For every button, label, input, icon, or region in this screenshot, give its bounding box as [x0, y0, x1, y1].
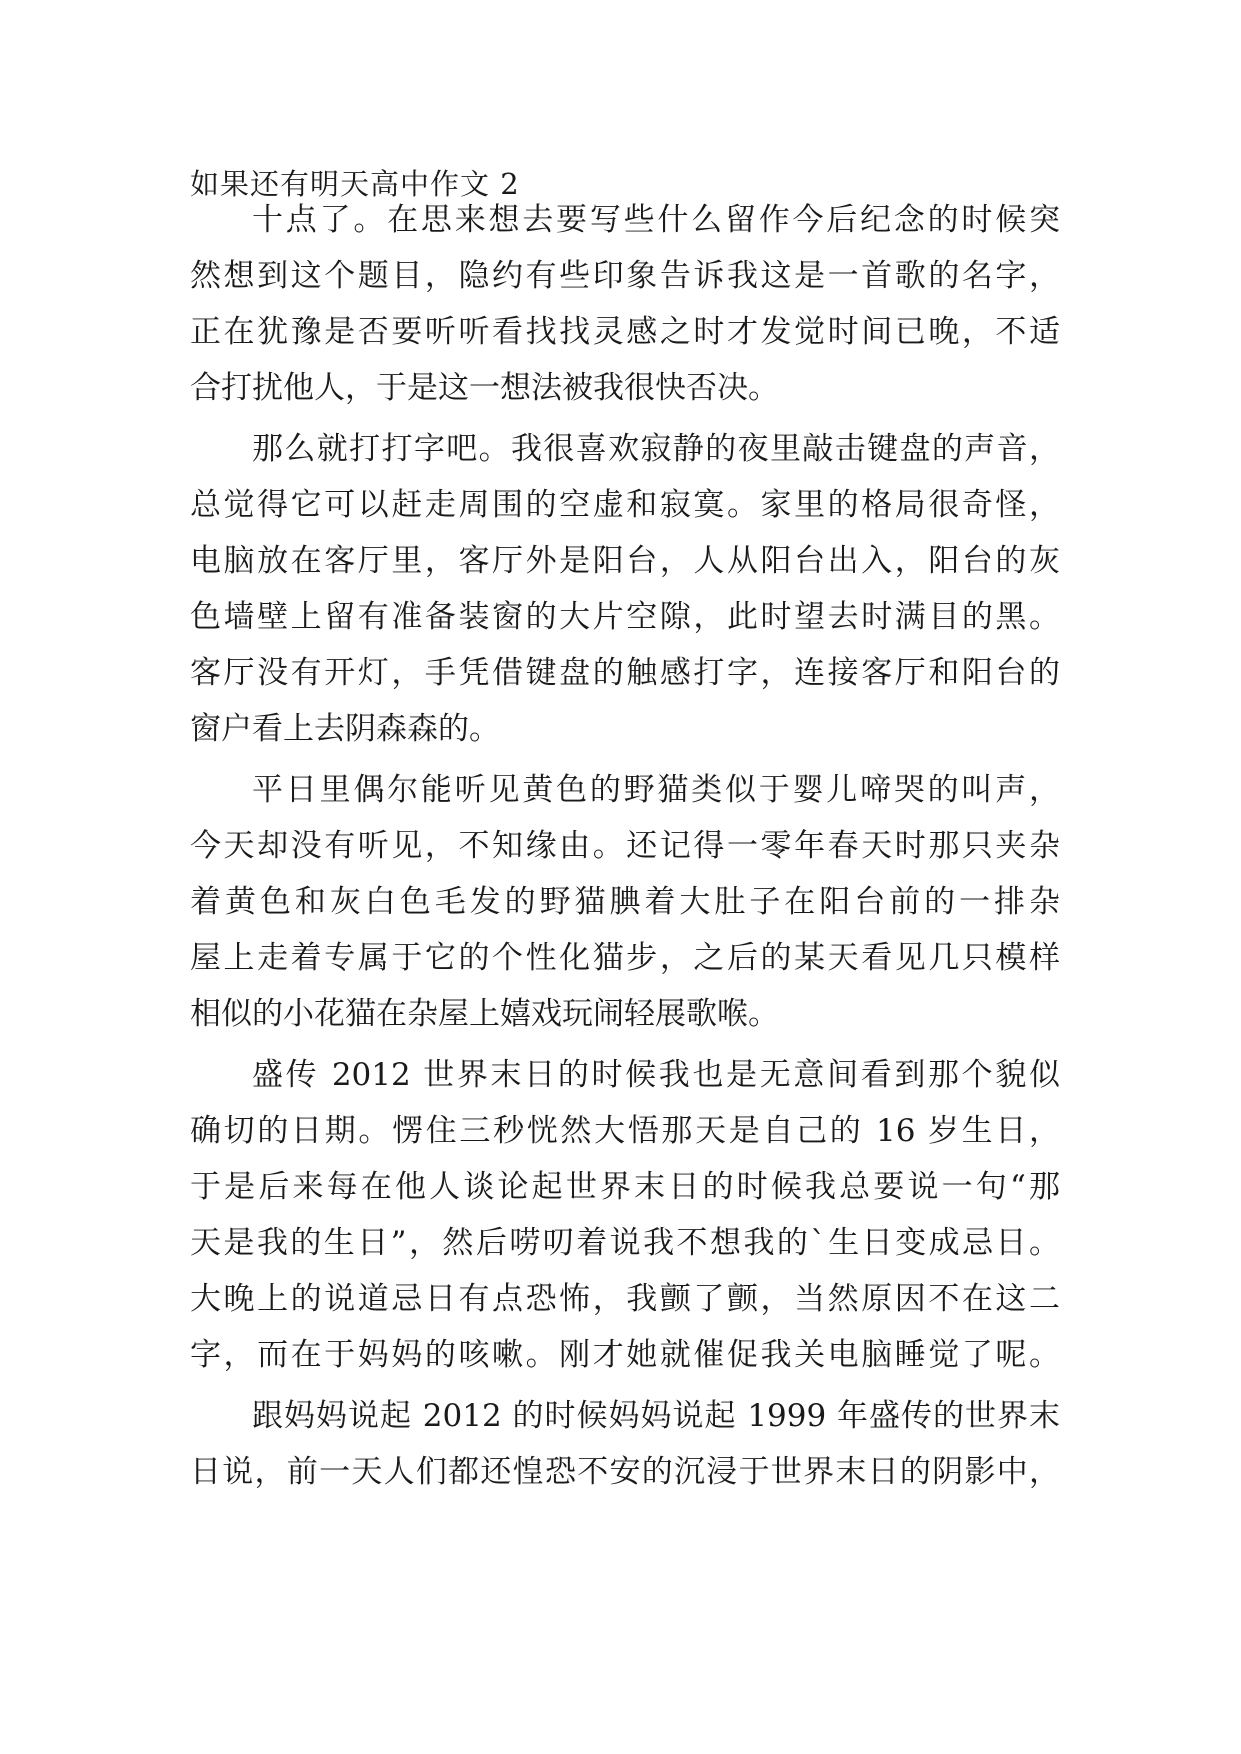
paragraph-2-line-5: 客厅没有开灯，手凭借键盘的触感打字，连接客厅和阳台的	[190, 655, 1060, 691]
paragraph-3-line-5: 相似的小花猫在杂屋上嬉戏玩闹轻展歌喉。	[190, 996, 779, 1032]
paragraph-2-line-1: 那么就打打字吧。我很喜欢寂静的夜里敲击键盘的声音，	[252, 431, 1060, 467]
paragraph-4-line-4: 天是我的生日”，然后唠叨着说我不想我的`生日变成忌日。	[190, 1225, 1060, 1261]
paragraph-3-line-4: 屋上走着专属于它的个性化猫步，之后的某天看见几只模样	[190, 940, 1060, 976]
paragraph-4-line-2: 确切的日期。愣住三秒恍然大悟那天是自己的 16 岁生日，	[190, 1113, 1060, 1149]
paragraph-4-line-3: 于是后来每在他人谈论起世界末日的时候我总要说一句“那	[190, 1169, 1060, 1205]
paragraph-3-line-2: 今天却没有听见，不知缘由。还记得一零年春天时那只夹杂	[190, 828, 1060, 864]
paragraph-2-line-2: 总觉得它可以赶走周围的空虚和寂寞。家里的格局很奇怪，	[190, 487, 1060, 523]
paragraph-1-line-3: 正在犹豫是否要听听看找找灵感之时才发觉时间已晚，不适	[190, 314, 1060, 350]
paragraph-1-line-1: 十点了。在思来想去要写些什么留作今后纪念的时候突	[252, 202, 1060, 238]
paragraph-5-line-1: 跟妈妈说起 2012 的时候妈妈说起 1999 年盛传的世界末	[252, 1398, 1060, 1434]
document-title: 如果还有明天高中作文 2	[190, 167, 520, 201]
paragraph-1-line-4: 合打扰他人，于是这一想法被我很快否决。	[190, 370, 779, 406]
paragraph-2-line-3: 电脑放在客厅里，客厅外是阳台，人从阳台出入，阳台的灰	[190, 543, 1060, 579]
paragraph-1-line-2: 然想到这个题目，隐约有些印象告诉我这是一首歌的名字，	[190, 258, 1060, 294]
paragraph-3-line-3: 着黄色和灰白色毛发的野猫腆着大肚子在阳台前的一排杂	[190, 884, 1060, 920]
paragraph-2-line-6: 窗户看上去阴森森的。	[190, 711, 500, 747]
paragraph-5-line-2: 日说，前一天人们都还惶恐不安的沉浸于世界末日的阴影中，	[190, 1454, 1060, 1490]
paragraph-4-line-5: 大晚上的说道忌日有点恐怖，我颤了颤，当然原因不在这二	[190, 1281, 1060, 1317]
paragraph-4-line-1: 盛传 2012 世界末日的时候我也是无意间看到那个貌似	[252, 1057, 1060, 1093]
paragraph-3-line-1: 平日里偶尔能听见黄色的野猫类似于婴儿啼哭的叫声，	[252, 772, 1060, 808]
paragraph-4-line-6: 字，而在于妈妈的咳嗽。刚才她就催促我关电脑睡觉了呢。	[190, 1337, 1060, 1373]
paragraph-2-line-4: 色墙壁上留有准备装窗的大片空隙，此时望去时满目的黑。	[190, 599, 1060, 635]
